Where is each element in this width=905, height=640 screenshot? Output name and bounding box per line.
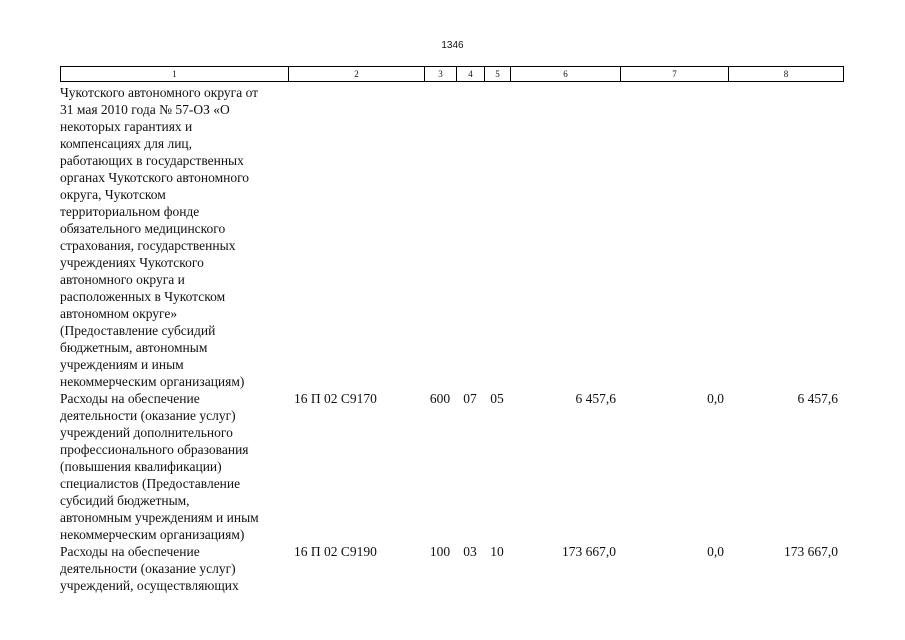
description-line: деятельности (оказание услуг) [60, 408, 236, 423]
row-col-6 [510, 84, 620, 390]
header-col-5: 5 [485, 67, 511, 81]
description-line: (повышения квалификации) [60, 459, 222, 474]
row-col-6: 173 667,0 [562, 544, 616, 559]
row-code: 16 П 02 С9190 [294, 544, 377, 559]
description-line: деятельности (оказание услуг) [60, 561, 236, 576]
table-row [60, 543, 842, 594]
description-line: органах Чукотского автономного [60, 170, 250, 185]
description-line: Расходы на обеспечение [60, 544, 200, 559]
row-col-4: 07 [463, 391, 477, 406]
row-col-3 [424, 84, 456, 390]
table-body [60, 84, 842, 594]
description-line: компенсациях для лиц, [60, 136, 193, 151]
row-col-4: 03 [463, 544, 477, 559]
description-line: учреждений, осуществляющих [60, 578, 239, 593]
description-line: субсидий бюджетным, [60, 493, 190, 508]
row-code [288, 84, 424, 390]
description-line: бюджетным, автономным [60, 340, 208, 355]
description-line: автономном округе» [60, 306, 178, 321]
description-line: автономным учреждениям и иным [60, 510, 259, 525]
description-line: работающих в государственных [60, 153, 244, 168]
description-line: учреждений дополнительного [60, 425, 233, 440]
description-line: учреждениях Чукотского [60, 255, 204, 270]
row-col-8: 6 457,6 [797, 391, 838, 406]
row-description [60, 390, 288, 543]
row-col-7: 0,0 [707, 391, 724, 406]
row-col-5: 10 [490, 544, 504, 559]
row-description [60, 84, 288, 390]
header-col-4: 4 [457, 67, 485, 81]
row-col-8 [728, 84, 842, 390]
table-row [60, 390, 842, 543]
description-line: Чукотского автономного округа от [60, 85, 259, 100]
description-line: обязательного медицинского [60, 221, 226, 236]
description-line: страхования, государственных [60, 238, 236, 253]
description-line: профессионального образования [60, 442, 249, 457]
table-header [60, 66, 844, 82]
description-line: округа, Чукотском [60, 187, 166, 202]
row-col-8: 173 667,0 [784, 544, 838, 559]
description-line: некоторых гарантиях и [60, 119, 193, 134]
header-col-8: 8 [783, 69, 789, 79]
description-line: Расходы на обеспечение [60, 391, 200, 406]
header-col-2: 2 [289, 67, 425, 81]
row-code: 16 П 02 С9170 [294, 391, 377, 406]
description-line: 31 мая 2010 года № 57-ОЗ «О [60, 102, 230, 117]
row-col-5: 05 [490, 391, 504, 406]
description-line: некоммерческим организациям) [60, 374, 245, 389]
header-col-6: 6 [511, 67, 621, 81]
description-line: специалистов (Предоставление [60, 476, 241, 491]
description-line: расположенных в Чукотском [60, 289, 226, 304]
header-col-7: 7 [621, 67, 729, 81]
row-col-4 [456, 84, 484, 390]
row-col-5 [484, 84, 510, 390]
row-description [60, 543, 288, 594]
description-line: учреждениям и иным [60, 357, 184, 372]
row-col-7 [620, 84, 728, 390]
header-col-3: 3 [425, 67, 457, 81]
row-col-6: 6 457,6 [575, 391, 616, 406]
description-line: автономного округа и [60, 272, 185, 287]
description-line: территориальном фонде [60, 204, 200, 219]
table-row [60, 84, 842, 390]
header-col-1: 1 [61, 67, 289, 81]
row-col-3: 100 [429, 544, 451, 559]
description-line: некоммерческим организациям) [60, 527, 245, 542]
row-col-3: 600 [429, 391, 451, 406]
description-line: (Предоставление субсидий [60, 323, 216, 338]
page-number: 1346 [441, 40, 464, 51]
row-col-7: 0,0 [707, 544, 724, 559]
